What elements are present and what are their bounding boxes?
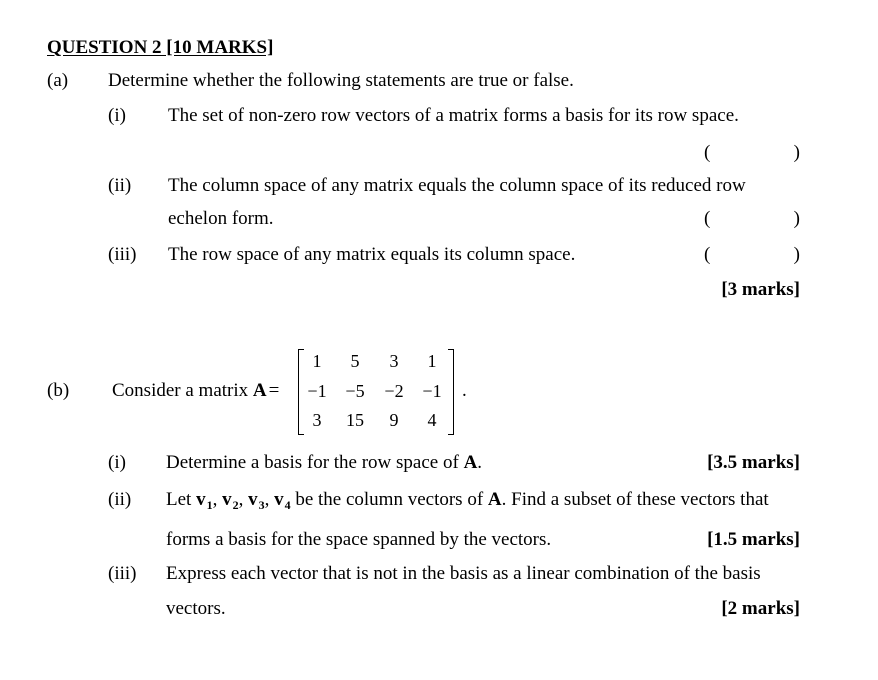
- part-a-marks: [3 marks]: [721, 279, 800, 300]
- matrix-cell: 9: [389, 410, 399, 430]
- part-b-iii-label: (iii): [108, 563, 137, 584]
- close-paren: ): [793, 244, 800, 265]
- part-a-iii-statement: The row space of any matrix equals its column space.: [168, 244, 576, 265]
- part-a-i-statement: The set of non-zero row vectors of a matrix forms a basis for its row space.: [168, 105, 739, 126]
- part-a-label: (a): [47, 70, 69, 91]
- matrix-a: [298, 349, 454, 433]
- part-b-intro: [112, 381, 279, 400]
- vector-v3: [248, 489, 265, 510]
- part-a-i-answer-box: [704, 143, 800, 162]
- part-b-i-text-after: .: [477, 452, 483, 473]
- part-b-label: (b): [47, 380, 70, 401]
- part-b-iii-marks: [2 marks]: [721, 598, 800, 619]
- comma: ,: [264, 489, 270, 510]
- vector-subscript: 1: [206, 498, 213, 512]
- vector-subscript: 3: [258, 498, 265, 512]
- vector-letter: v: [248, 489, 258, 510]
- part-a-ii-statement-line2: echelon form.: [168, 208, 274, 229]
- matrix-cell: 15: [346, 410, 364, 430]
- part-a-iii-answer-box: [704, 245, 800, 264]
- vector-letter: v: [196, 489, 206, 510]
- matrix-cell: −2: [384, 381, 404, 401]
- part-b-ii-marks: [1.5 marks]: [707, 529, 800, 550]
- vector-subscript: 2: [232, 498, 239, 512]
- matrix-cell: −5: [345, 381, 365, 401]
- open-paren: (: [704, 142, 711, 163]
- vector-v2: [222, 489, 239, 510]
- vector-subscript: 4: [284, 498, 291, 512]
- equals-sign: =: [268, 380, 280, 401]
- close-paren: ): [793, 142, 800, 163]
- matrix-symbol: A: [252, 380, 267, 401]
- matrix-cell: 1: [427, 351, 437, 371]
- part-b-i-label: (i): [108, 452, 126, 473]
- matrix-cell: 1: [312, 351, 322, 371]
- part-b-ii-line1: [166, 490, 769, 511]
- part-b-iii-line1: Express each vector that is not in the basis as a linear combination of the basis: [166, 563, 761, 584]
- open-paren: (: [704, 244, 711, 265]
- matrix-cell: 3: [389, 351, 399, 371]
- part-b-ii-label: (ii): [108, 489, 132, 510]
- matrix-symbol-ref: A: [463, 452, 478, 473]
- comma: ,: [238, 489, 244, 510]
- part-a-ii-answer-box: [704, 209, 800, 228]
- vector-letter: v: [274, 489, 284, 510]
- matrix-symbol-ref: A: [487, 489, 502, 510]
- close-paren: ): [793, 208, 800, 229]
- part-a-iii-label: (iii): [108, 244, 137, 265]
- matrix-period: .: [462, 380, 467, 401]
- matrix-cell: −1: [422, 381, 442, 401]
- part-b-ii-text-after: . Find a subset of these vectors that: [501, 489, 769, 510]
- part-a-ii-statement-line1: The column space of any matrix equals the column space of its reduced row: [168, 175, 746, 196]
- matrix-cell: 5: [350, 351, 360, 371]
- part-b-ii-text-mid: be the column vectors of: [290, 489, 488, 510]
- comma: ,: [212, 489, 218, 510]
- part-b-intro-text: Consider a matrix: [112, 380, 253, 401]
- matrix-cell: 3: [312, 410, 322, 430]
- open-paren: (: [704, 208, 711, 229]
- matrix-cell: −1: [307, 381, 327, 401]
- vector-v1: [196, 489, 213, 510]
- vector-v4: [274, 489, 291, 510]
- part-b-i-text: [166, 453, 482, 472]
- matrix-cell: 4: [427, 410, 437, 430]
- part-b-iii-line2: vectors.: [166, 598, 226, 619]
- question-heading: QUESTION 2 [10 MARKS]: [47, 37, 274, 58]
- part-a-intro: Determine whether the following statements are true or false.: [108, 70, 574, 91]
- part-b-ii-line2: forms a basis for the space spanned by the vectors.: [166, 529, 552, 550]
- let-word: Let: [166, 489, 197, 510]
- part-b-i-marks: [3.5 marks]: [707, 452, 800, 473]
- vector-letter: v: [222, 489, 232, 510]
- part-a-i-label: (i): [108, 105, 126, 126]
- part-b-i-text-before: Determine a basis for the row space of: [166, 452, 464, 473]
- part-a-ii-label: (ii): [108, 175, 132, 196]
